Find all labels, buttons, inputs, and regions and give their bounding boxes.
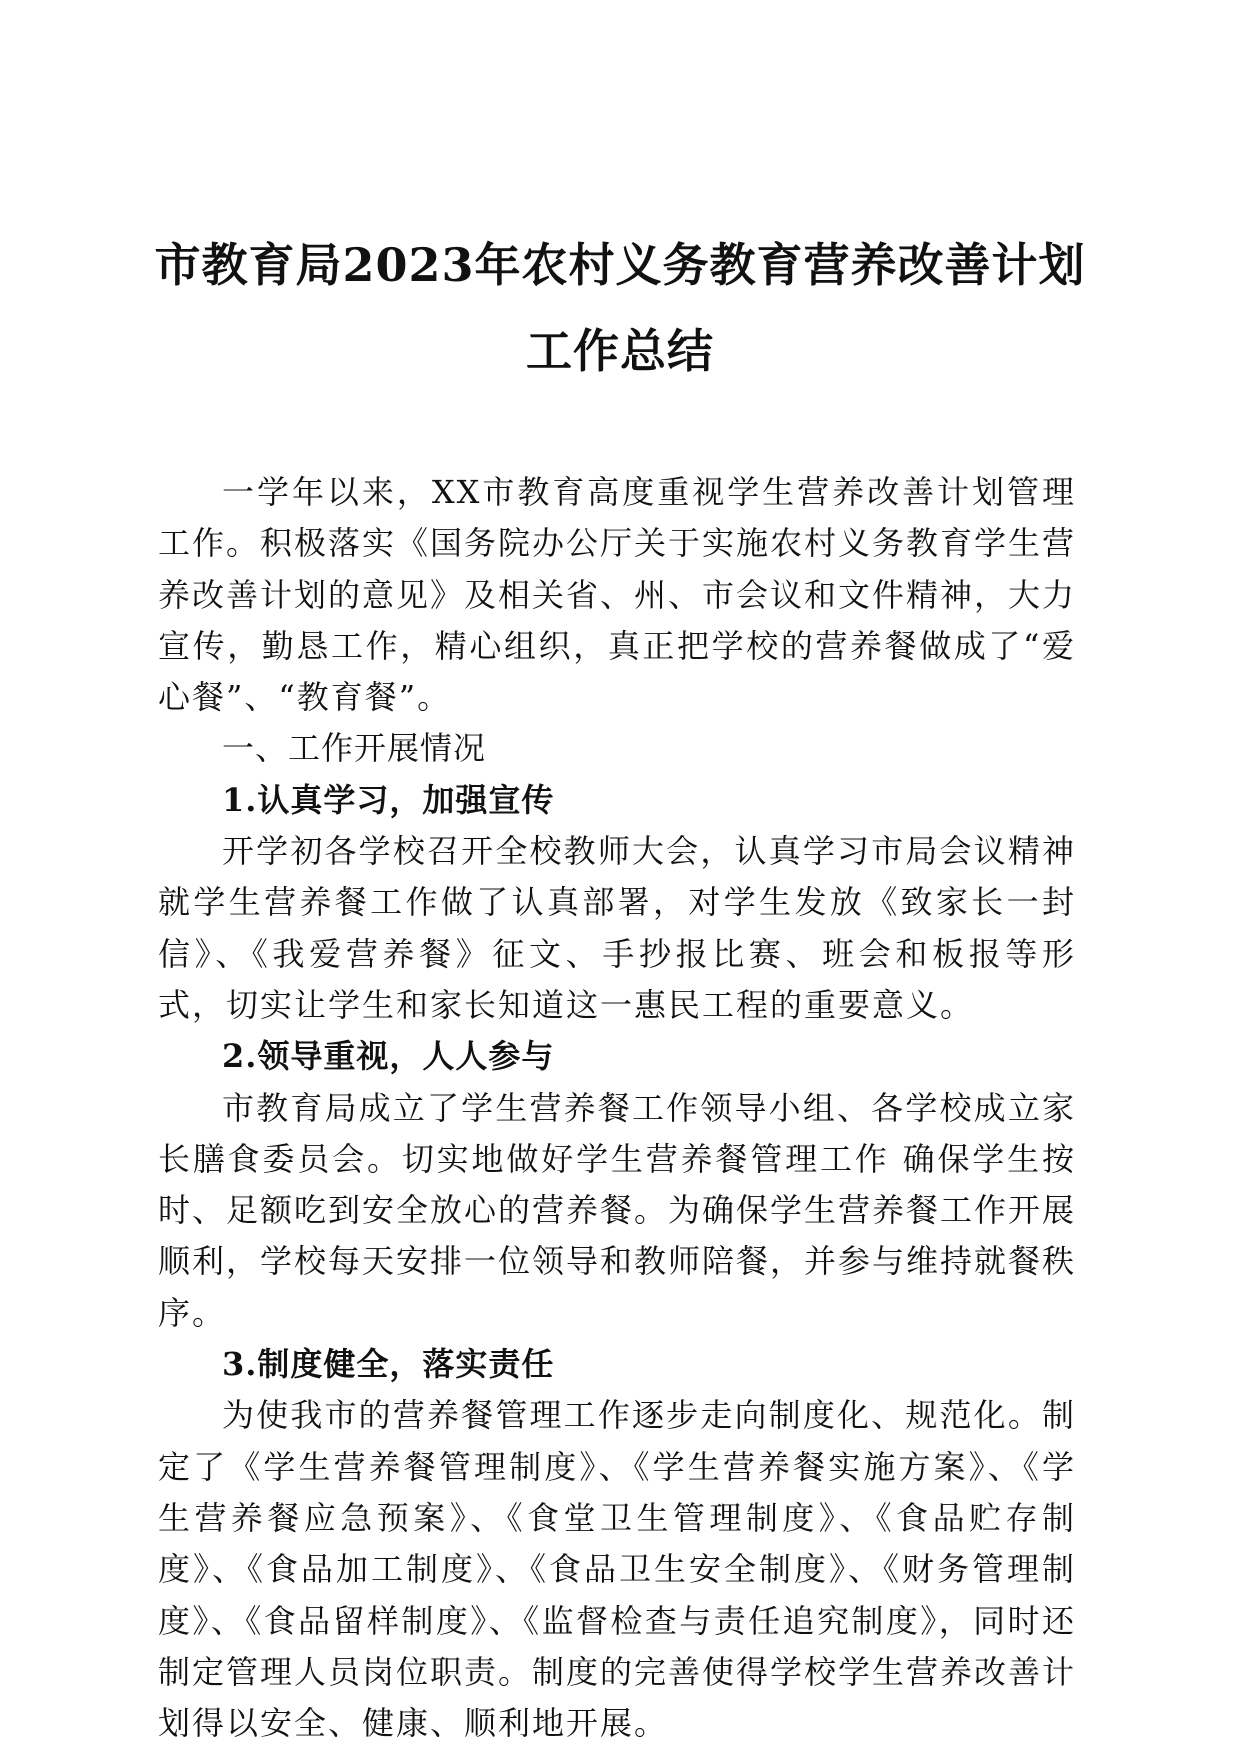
subsection-heading-1: 1.认真学习，加强宣传 — [222, 780, 555, 819]
document-body — [158, 467, 1076, 1749]
subsection-heading-2: 2.领导重视，人人参与 — [222, 1037, 555, 1076]
subsection-paragraph-2: 市教育局成立了学生营养餐工作领导小组、各学校成立家长膳食委员会。切实地做好学生营养餐管理工作 确保学生按时、足额吃到安全放心的营养餐。为确保学生营养餐工作开展顺利，学校每天安排一位领导和教师陪餐，并参与维持就餐秩序。 — [158, 1088, 1077, 1332]
section-heading-1: 一、工作开展情况 — [222, 729, 487, 768]
title-line-2: 工作总结 — [526, 324, 714, 378]
subsection-paragraph-3: 为使我市的营养餐管理工作逐步走向制度化、规范化。制定了《学生营养餐管理制度》、《学生营养餐实施方案》、《学生营养餐应急预案》、《食堂卫生管理制度》、《食品贮存制度》、《食品加工制度》、《食品卫生安全制度》、《财务管理制度》、《食品留样制度》、《监督检查与责任追究制度》，同时还制定管理人员岗位职责。制度的完善使得学校学生营养改善计划得以安全、健康、顺利地开展。 — [158, 1396, 1077, 1743]
subsection-heading-3: 3.制度健全，落实责任 — [222, 1345, 555, 1384]
title-line-1: 市教育局2023年农村义务教育营养改善计划 — [154, 238, 1086, 292]
document-title — [120, 222, 1120, 394]
subsection-paragraph-1: 开学初各学校召开全校教师大会，认真学习市局会议精神就学生营养餐工作做了认真部署，对学生发放《致家长一封信》、《我爱营养餐》征文、手抄报比赛、班会和板报等形式，切实让学生和家长知道这一惠民工程的重要意义。 — [158, 832, 1076, 1024]
intro-paragraph: 一学年以来，XX市教育高度重视学生营养改善计划管理工作。积极落实《国务院办公厅关于实施农村义务教育学生营养改善计划的意见》及相关省、州、市会议和文件精神，大力宣传，勤恳工作，精心组织，真正把学校的营养餐做成了“爱心餐”、“教育餐”。 — [158, 473, 1077, 717]
